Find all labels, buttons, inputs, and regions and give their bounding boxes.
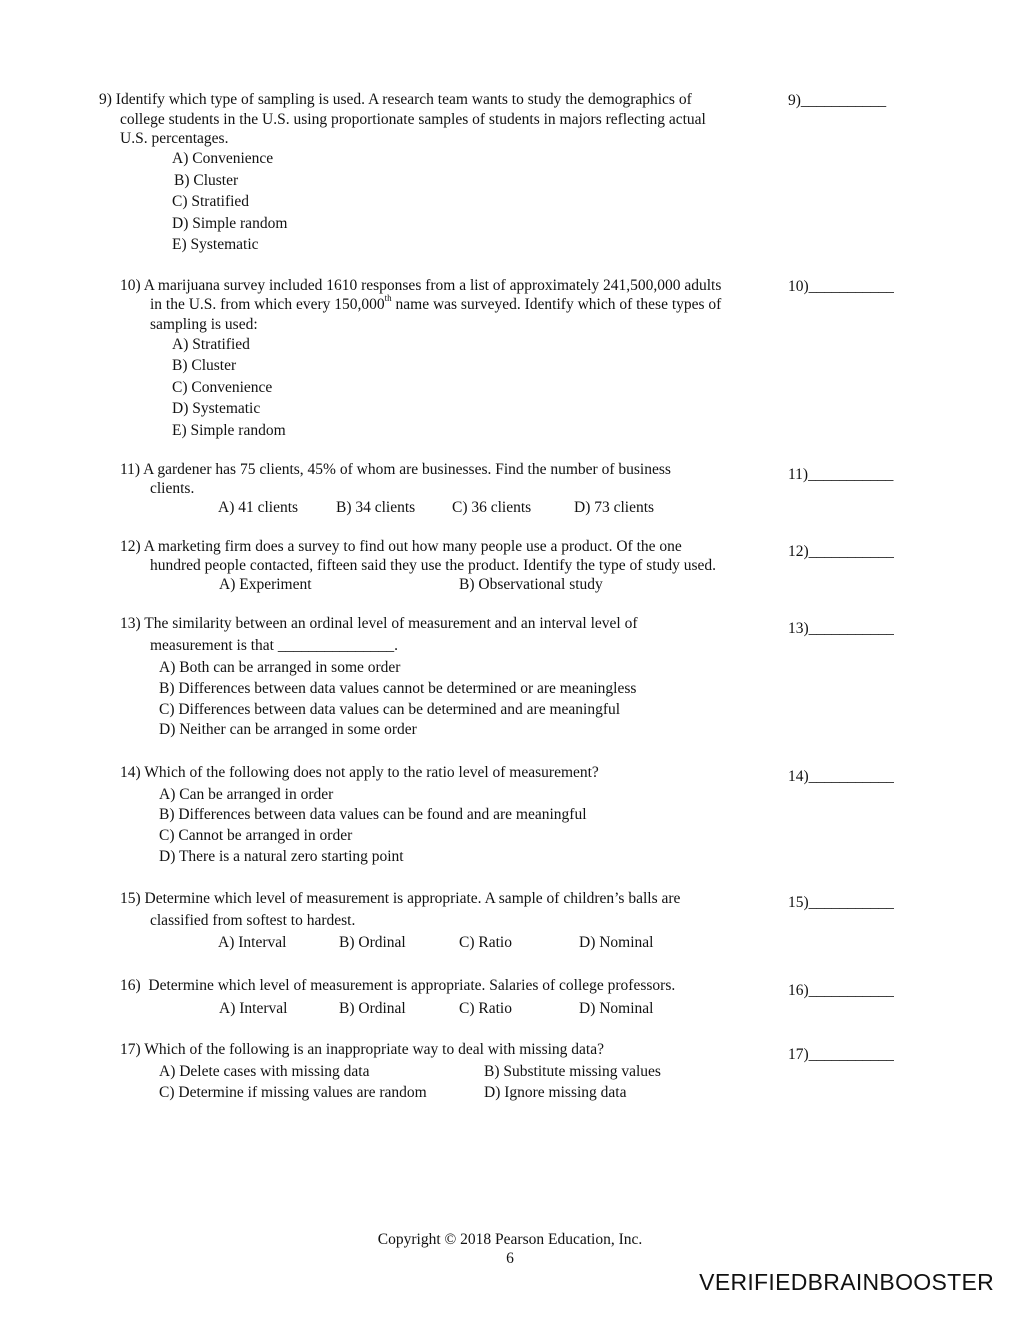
option-a: A) Interval <box>218 934 287 951</box>
question-number: 17) <box>120 1041 141 1058</box>
option-d: D) Systematic <box>172 400 261 417</box>
option-a: A) Delete cases with missing data <box>159 1063 370 1080</box>
option-b: B) Cluster <box>174 172 239 189</box>
question-stem-line: college students in the U.S. using proportionate samples of students in majors reflecting actual <box>120 111 706 128</box>
option-a: A) Both can be arranged in some order <box>159 659 401 676</box>
option-c: C) 36 clients <box>452 499 532 516</box>
option-d: D) There is a natural zero starting point <box>159 848 404 865</box>
answer-blank[interactable]: 16)___________ <box>788 982 894 999</box>
option-e: E) Systematic <box>172 236 259 253</box>
question-stem-line: A marijuana survey included 1610 responses from a list of approximately 241,500,000 adults <box>143 277 722 294</box>
option-a: A) Interval <box>219 1000 288 1017</box>
answer-blank[interactable]: 11)___________ <box>788 466 894 483</box>
option-d: D) Nominal <box>579 934 654 951</box>
question-stem-line: The similarity between an ordinal level of measurement and an interval level of <box>144 615 638 632</box>
option-a: A) Experiment <box>219 576 312 593</box>
question-number: 12) <box>120 538 141 555</box>
question-stem-line: Which of the following does not apply to the ratio level of measurement? <box>144 764 599 781</box>
question-stem-line: A gardener has 75 clients, 45% of whom are businesses. Find the number of business <box>143 461 671 478</box>
question-stem-line: U.S. percentages. <box>120 130 229 147</box>
question-stem-line: A marketing firm does a survey to find out how many people use a product. Of the one <box>143 538 682 555</box>
option-c: C) Ratio <box>459 934 512 951</box>
option-d: D) Nominal <box>579 1000 654 1017</box>
option-b: B) Differences between data values cannot be determined or are meaningless <box>159 680 637 697</box>
question-stem-line: measurement is that _______________. <box>150 637 398 654</box>
option-c: C) Convenience <box>172 379 273 396</box>
option-b: B) Ordinal <box>339 934 406 951</box>
question-number: 9) <box>99 91 112 108</box>
option-c: C) Stratified <box>172 193 250 210</box>
question-stem-line: classified from softest to hardest. <box>150 912 356 929</box>
answer-blank[interactable]: 9)___________ <box>788 92 887 109</box>
option-d: D) Neither can be arranged in some order <box>159 721 417 738</box>
question-number: 11) <box>120 461 141 478</box>
option-c: C) Determine if missing values are random <box>159 1084 427 1101</box>
watermark-text: VERIFIEDBRAINBOOSTER <box>699 1269 994 1295</box>
question-stem-line: sampling is used: <box>150 316 258 333</box>
option-a: A) 41 clients <box>218 499 299 516</box>
answer-blank[interactable]: 17)___________ <box>788 1046 894 1063</box>
option-d: D) 73 clients <box>574 499 655 516</box>
question-number: 16) <box>120 977 141 994</box>
question-number: 15) <box>120 890 141 907</box>
question-number: 10) <box>120 277 141 294</box>
question-number: 13) <box>120 615 141 632</box>
question-stem-line: hundred people contacted, fifteen said they use the product. Identify the type of study used. <box>150 557 717 574</box>
question-stem-line: Determine which level of measurement is appropriate. Salaries of college professors. <box>144 977 676 994</box>
option-c: C) Ratio <box>459 1000 512 1017</box>
option-b: B) Substitute missing values <box>484 1063 661 1080</box>
page-number: 6 <box>506 1250 514 1267</box>
answer-blank[interactable]: 10)___________ <box>788 278 894 295</box>
answer-blank[interactable]: 13)___________ <box>788 620 894 637</box>
option-c: C) Differences between data values can be determined and are meaningful <box>159 701 621 718</box>
option-d: D) Ignore missing data <box>484 1084 627 1101</box>
question-stem-line: Identify which type of sampling is used. A research team wants to study the demographics of <box>115 91 692 108</box>
copyright-notice: Copyright © 2018 Pearson Education, Inc. <box>377 1231 643 1248</box>
question-stem-line: clients. <box>150 480 195 497</box>
answer-blank[interactable]: 15)___________ <box>788 894 894 911</box>
answer-blank[interactable]: 12)___________ <box>788 543 894 560</box>
option-b: B) Ordinal <box>339 1000 406 1017</box>
option-e: E) Simple random <box>172 422 286 439</box>
option-d: D) Simple random <box>172 215 288 232</box>
question-stem-line: in the U.S. from which every 150,000th name was surveyed. Identify which of these types of <box>150 293 722 313</box>
option-b: B) Cluster <box>172 357 237 374</box>
option-a: A) Can be arranged in order <box>159 786 334 803</box>
question-number: 14) <box>120 764 141 781</box>
option-b: B) Observational study <box>459 576 603 593</box>
option-a: A) Stratified <box>172 336 250 353</box>
superscript-th: th <box>384 293 392 303</box>
option-b: B) Differences between data values can be found and are meaningful <box>159 806 587 823</box>
question-stem-line: Determine which level of measurement is appropriate. A sample of children’s balls are <box>144 890 681 907</box>
option-c: C) Cannot be arranged in order <box>159 827 353 844</box>
option-b: B) 34 clients <box>336 499 416 516</box>
option-a: A) Convenience <box>172 150 274 167</box>
question-stem-line: Which of the following is an inappropriate way to deal with missing data? <box>144 1041 604 1058</box>
answer-blank[interactable]: 14)___________ <box>788 768 894 785</box>
